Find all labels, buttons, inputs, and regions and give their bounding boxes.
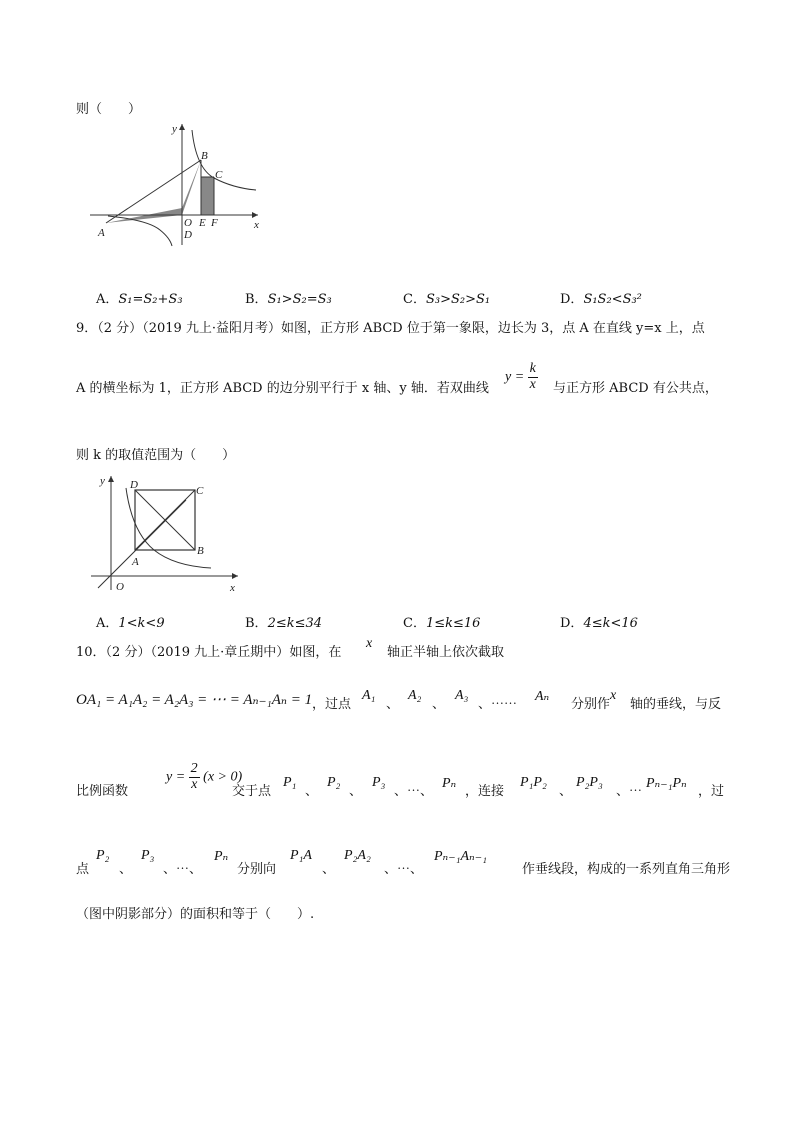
q10-sep-2: 、 <box>432 697 446 712</box>
q10-dots-3c: 、⋯、 <box>163 862 203 877</box>
q8-shaded-triangle-s2 <box>182 160 201 215</box>
q8-option-a-text: S₁=S₂+S₃ <box>118 292 183 307</box>
q10-stem-line2c: 轴的垂线，与反 <box>630 697 722 712</box>
q9-option-b-letter: B． <box>245 616 268 631</box>
q10-sep-4: 、 <box>349 784 363 799</box>
q10-number: 10． <box>76 645 106 660</box>
q8-label-b: B <box>201 150 208 162</box>
q9-eq-den: x <box>529 376 536 392</box>
q10-stem-line3d: ，过 <box>698 784 725 799</box>
q10-sep-6: 、 <box>119 862 133 877</box>
q9-label-d: D <box>130 479 138 491</box>
q9-eq-num: k <box>529 361 536 376</box>
q9-label-b: B <box>197 545 204 557</box>
q10-stem-line2a: ，过点 <box>312 697 352 712</box>
q8-hyperbola-left <box>108 216 172 246</box>
q10-sep-7: 、 <box>322 862 336 877</box>
q10-stem-line1b: 轴正半轴上依次截取 <box>387 645 505 660</box>
q10-perp-p2a2: P₂A₂ <box>344 848 371 863</box>
q8-shaded-rect-s3 <box>201 177 214 215</box>
q9-source: （2019 九上·益阳月考） <box>142 321 282 336</box>
q10-dots-3: 、⋯、 <box>394 784 434 799</box>
q10-eq-func <box>166 762 242 792</box>
q10-dots-3b: 、⋯ <box>616 784 643 799</box>
q10-seg-p2p3: P₂P₃ <box>576 775 603 790</box>
q9-eq-lhs: y = <box>505 369 525 385</box>
q10-eq-func-den: x <box>191 776 198 792</box>
q10-eq-func-tail: (x > 0) <box>203 769 243 785</box>
q10-stem-line5: （图中阴影部分）的面积和等于（ ）. <box>76 907 315 922</box>
q10-stem-line4a: 点 <box>76 862 90 877</box>
q8-label-e: E <box>199 217 206 229</box>
q8-tail-text: 则（ ） <box>76 102 142 117</box>
q9-label-y: y <box>100 475 105 487</box>
q8-option-c-text: S₃>S₂>S₁ <box>425 292 491 307</box>
q10-stem-line2b: 分别作 <box>571 697 611 712</box>
q10-seg-p1p2: P₁P₂ <box>520 775 547 790</box>
q10-eq-func-lhs: y = <box>166 769 186 785</box>
q8-x-arrow <box>252 212 258 218</box>
q8-option-b-text: S₁>S₂=S₃ <box>267 292 332 307</box>
q10-point-p1: P₁ <box>283 775 297 790</box>
q9-option-d[interactable] <box>560 612 638 631</box>
q10-stem-line4b: 分别向 <box>237 862 277 877</box>
q9-eq-fraction <box>528 362 538 392</box>
q10-point-pn: Pₙ <box>442 776 457 791</box>
q9-option-d-text: 4≤k<16 <box>583 616 638 631</box>
q8-label-x: x <box>254 219 259 231</box>
q9-option-c[interactable] <box>403 612 480 631</box>
q10-point-p2: P₂ <box>327 775 341 790</box>
q9-line2 <box>76 377 489 396</box>
q9-equation <box>505 362 538 392</box>
q8-label-c: C <box>215 169 223 181</box>
q10-eq-func-num: 2 <box>190 761 198 776</box>
q10-score: （2 分） <box>105 645 151 660</box>
q10-point-p2-b: P₂ <box>96 848 110 863</box>
q9-option-b-text: 2≤k≤34 <box>267 616 323 631</box>
q9-option-c-letter: C． <box>403 616 426 631</box>
q9-line2b-wrap <box>553 377 718 396</box>
q8-option-a[interactable] <box>96 288 183 307</box>
q8-label-a: A <box>98 227 105 239</box>
q10-line1 <box>76 641 341 660</box>
q9-figure <box>86 470 246 595</box>
q8-y-arrow <box>179 124 185 130</box>
q10-stem-line1: 如图，在 <box>289 645 342 660</box>
q10-perp-p1a: P₁A <box>290 848 312 863</box>
q9-label-o: O <box>116 581 124 593</box>
q8-label-o: O <box>184 217 192 229</box>
q10-perp-pn1an1: Pₙ₋₁Aₙ₋₁ <box>434 849 487 864</box>
q9-option-a-letter: A． <box>96 616 119 631</box>
q9-stem-line1: 如图，正方形 ABCD 位于第一象限，边长为 3，点 A 在直线 y=x 上，点 <box>281 321 705 336</box>
q10-sep-5: 、 <box>559 784 573 799</box>
q10-point-a1: A₁ <box>362 688 376 703</box>
q10-point-p3-b: P₃ <box>141 848 155 863</box>
q10-dots-3d: 、⋯、 <box>384 862 424 877</box>
q9-line3: 则 k 的取值范围为（ ） <box>76 448 236 463</box>
q10-point-a3: A₃ <box>455 688 469 703</box>
q10-stem-line3c: ，连接 <box>465 784 505 799</box>
q10-point-p3: P₃ <box>372 775 386 790</box>
q9-option-a[interactable] <box>96 612 165 631</box>
q9-line1 <box>76 317 705 336</box>
q8-label-y: y <box>172 123 177 135</box>
q9-y-arrow <box>108 476 114 482</box>
q8-line-ab <box>106 160 201 223</box>
q9-number: 9． <box>76 321 98 336</box>
q10-eq-chain: OA₁ = A₁A₂ = A₂A₃ = ⋯ = Aₙ₋₁Aₙ = 1 <box>76 692 313 708</box>
q10-source: （2019 九上·章丘期中） <box>150 645 290 660</box>
q10-sep-1: 、 <box>386 697 400 712</box>
q8-option-d-text: S₁S₂<S₃² <box>583 292 642 307</box>
q10-point-pn-b: Pₙ <box>214 849 229 864</box>
q8-option-c[interactable] <box>403 288 490 307</box>
q8-label-d: D <box>184 229 192 241</box>
q9-stem-line2b: 与正方形 ABCD 有公共点， <box>553 381 718 396</box>
q8-label-f: F <box>211 217 218 229</box>
q8-option-b-letter: B． <box>245 292 268 307</box>
q8-option-c-letter: C． <box>403 292 426 307</box>
q10-stem-line4c: 作垂线段，构成的一系列直角三角形 <box>522 862 731 877</box>
q10-stem-line3b: 交于点 <box>232 784 272 799</box>
q9-option-b[interactable] <box>245 612 322 631</box>
q8-figure <box>88 120 268 250</box>
q9-score: （2 分） <box>97 321 143 336</box>
q8-option-d-letter: D． <box>560 292 584 307</box>
q9-option-c-text: 1≤k≤16 <box>425 616 481 631</box>
q9-stem-line2a: A 的横坐标为 1，正方形 ABCD 的边分别平行于 x 轴、y 轴．若双曲线 <box>76 381 489 396</box>
q10-x-symbol: x <box>366 636 373 651</box>
q8-option-b[interactable] <box>245 288 332 307</box>
q10-seg-pn1pn: Pₙ₋₁Pₙ <box>646 776 687 791</box>
q10-eq-func-fraction <box>189 762 200 792</box>
q10-point-a2: A₂ <box>408 688 422 703</box>
q8-option-d[interactable] <box>560 288 642 307</box>
q10-x-symbol-2: x <box>610 688 617 703</box>
q10-sep-3: 、 <box>305 784 319 799</box>
q9-label-x: x <box>230 582 235 594</box>
q8-option-a-letter: A． <box>96 292 119 307</box>
q9-label-c: C <box>196 485 204 497</box>
q9-label-a: A <box>132 556 139 568</box>
q10-point-an: Aₙ <box>535 689 550 704</box>
q10-stem-line3a: 比例函数 <box>76 784 129 799</box>
q9-option-d-letter: D． <box>560 616 584 631</box>
q9-x-arrow <box>232 573 238 579</box>
q9-option-a-text: 1<k<9 <box>118 616 165 631</box>
q10-dots-6: 、⋯⋯ <box>478 697 518 712</box>
